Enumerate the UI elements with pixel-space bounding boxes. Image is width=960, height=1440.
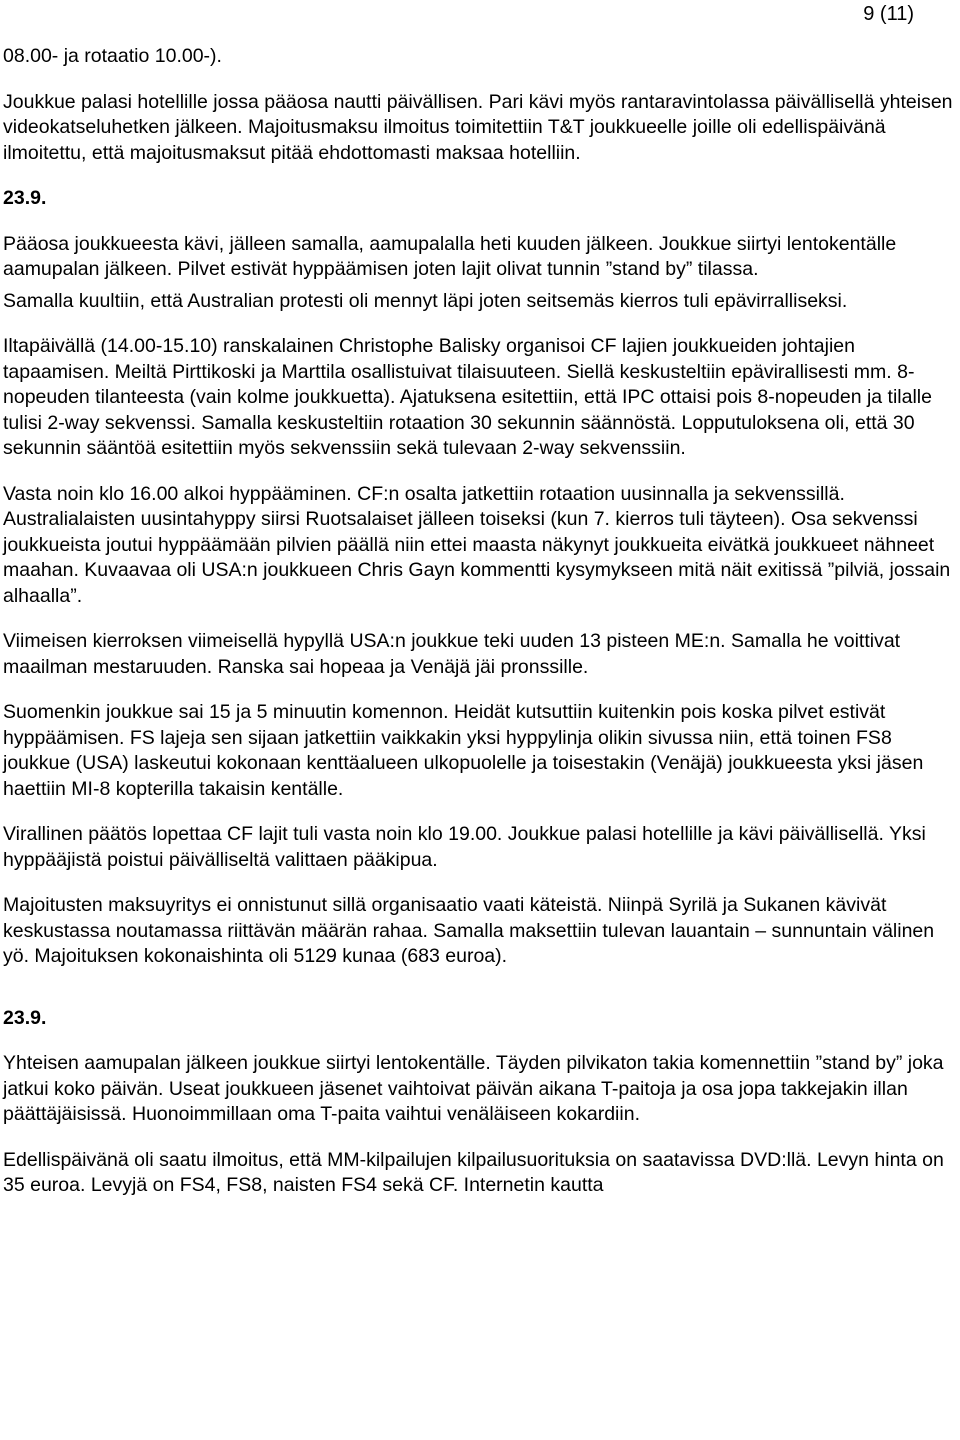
paragraph: Iltapäivällä (14.00-15.10) ranskalainen Christophe Balisky organisoi CF lajien joukkueiden johtajien tapaamisen. Meiltä Pirttikoski ja Marttila osallistuivat tilaisuuteen. Siellä keskusteltiin epävirallisesti mm. 8-nopeuden tilanteesta (vain kolme joukkuetta). Ajatuksena esitettiin, että IPC ottaisi pois 8-nopeuden ja tilalle tulisi 2-way sekvenssi. Samalla keskusteltiin rotaation 30 sekunnin säännöstä. Lopputuloksena oli, että 30 sekunnin sääntöä esitettiin myös sekvenssiin sekä tulevaan 2-way sekvenssiin. (3, 335, 932, 459)
paragraph: Majoitusten maksuyritys ei onnistunut sillä organisaatio vaati käteistä. Niinpä Syrilä ja Sukanen kävivät keskustassa noutamassa riittävän määrän rahaa. Samalla maksettiin tulevan lauantain – sunnuntain välinen yö. Majoituksen kokonaishinta oli 5129 kunaa (683 euroa). (3, 894, 935, 967)
date-heading: 23.9. (3, 187, 47, 209)
paragraph: Edellispäivänä oli saatu ilmoitus, että MM-kilpailujen kilpailusuorituksia on saatavissa DVD:llä. Levyn hinta on 35 euroa. Levyjä on FS4, FS8, naisten FS4 sekä CF. Internetin kautta (3, 1148, 944, 1196)
document-body (3, 44, 958, 1219)
paragraph: Joukkue palasi hotellille jossa pääosa nautti päivällisen. Pari kävi myös rantaravintolassa päivällisellä yhteisen videokatseluhetken jälkeen. Majoitusmaksu ilmoitus toimitettiin T&T joukkueelle joille oli edellispäivänä ilmoitettu, että majoitusmaksut pitää ehdottomasti maksaa hotelliin. (3, 90, 953, 164)
paragraph: Yhteisen aamupalan jälkeen joukkue siirtyi lentokentälle. Täyden pilvikaton takia komennettiin ”stand by” joka jatkui koko päivän. Useat joukkueen jäsenet vaihtoivat päivän aikana T-paitoja ja osa jopa takkejakin illan päättäjäisissä. Huonoimmillaan oma T-paita vaihtui venäläiseen kokardiin. (3, 1052, 944, 1125)
paragraph: 08.00- ja rotaatio 10.00-). (3, 45, 222, 67)
paragraph: Samalla kuultiin, että Australian protesti oli mennyt läpi joten seitsemäs kierros tuli epävirralliseksi. (3, 289, 848, 312)
date-heading: 23.9. (3, 1006, 47, 1029)
page-number: 9 (11) (863, 3, 914, 25)
paragraph: Vasta noin klo 16.00 alkoi hyppääminen. CF:n osalta jatkettiin rotaation uusinnalla ja sekvenssillä. Australialaisten uusintahyppy siirsi Ruotsalaiset jälleen toiseksi (kun 7. kierros tuli täyteen). Osa sekvenssi joukkueista joutui hyppäämään pilvien päällä niin ettei maasta näkynyt joukkueita eivätkä joukkueet nähneet maahan. Kuvaavaa oli USA:n joukkueen Chris Gayn kommentti kysymykseen mitä näit exitissä ”pilviä, jossain alhaalla”. (3, 482, 951, 607)
paragraph: Pääosa joukkueesta kävi, jälleen samalla, aamupalalla heti kuuden jälkeen. Joukkue siirtyi lentokentälle aamupalan jälkeen. Pilvet estivät hyppäämisen joten lajit olivat tunnin ”stand by” tilassa. (3, 232, 897, 280)
paragraph: Suomenkin joukkue sai 15 ja 5 minuutin komennon. Heidät kutsuttiin kuitenkin pois koska pilvet estivät hyppäämisen. FS lajeja sen sijaan jatkettiin vaikkakin yksi hyppylinja olikin sivussa niin, että toinen FS8 joukkue (USA) laskeutui kokonaan kenttäalueen ulkopuolelle ja toisestakin (Venäjä) joukkueesta yksi jäsen haettiin MI-8 kopterilla takaisin kentälle. (3, 701, 924, 800)
paragraph: Viimeisen kierroksen viimeisellä hypyllä USA:n joukkue teki uuden 13 pisteen ME:n. Samalla he voittivat maailman mestaruuden. Ranska sai hopeaa ja Venäjä jäi pronssille. (3, 630, 901, 678)
paragraph: Virallinen päätös lopettaa CF lajit tuli vasta noin klo 19.00. Joukkue palasi hotellille ja kävi päivällisellä. Yksi hyppääjistä poistui päivälliseltä valittaen pääkipua. (3, 823, 926, 871)
